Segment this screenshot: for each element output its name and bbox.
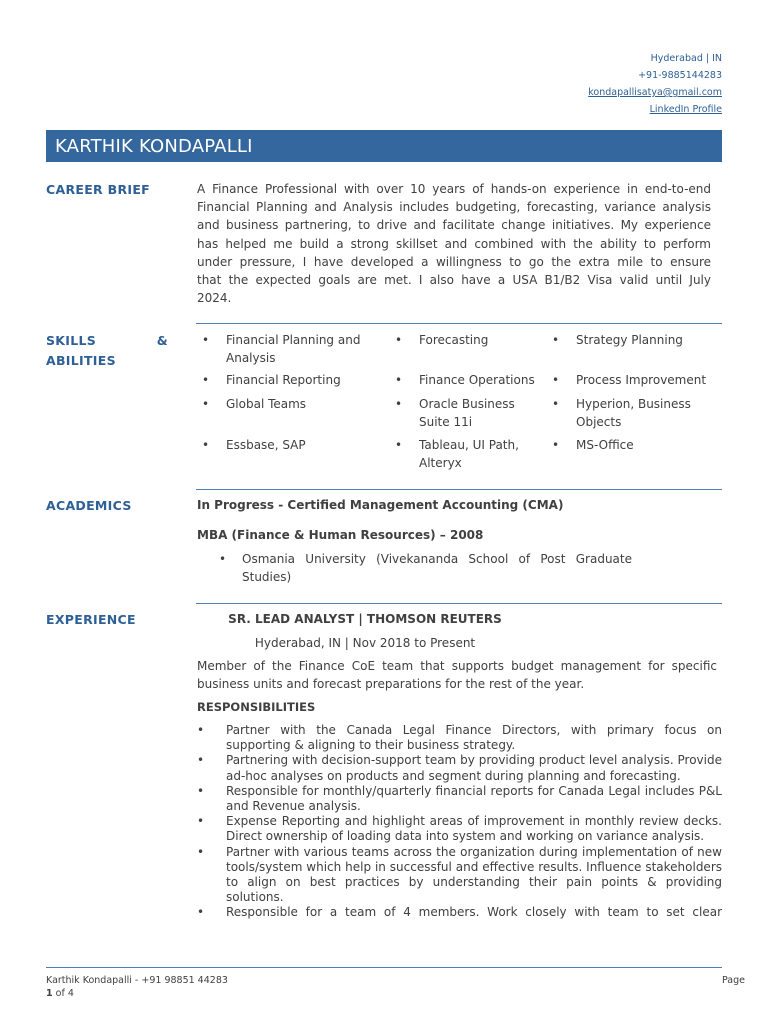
university-line: Studies) [242,570,292,584]
page-total: of 4 [55,988,74,999]
career-brief-text [197,180,711,307]
skill-item: Finance Operations [419,373,535,387]
career-line: under pressure, I have developed a willingness to go the extra mile to ensure [197,254,711,269]
bullet-dot: • [202,333,210,347]
skill-item: Process Improvement [576,373,707,387]
skill-item: Oracle Business Suite 11i [419,397,515,429]
career-line: Financial Planning and Analysis includes budgeting, forecasting, variance analysis [197,200,711,215]
footer-contact: Karthik Kondapalli - +91 98851 44283 [46,975,228,986]
skill-item: Hyperion, Business Objects [576,397,691,429]
skill-item: Global Teams [226,397,307,411]
bullet-dot: • [197,753,205,768]
skills-heading-word: SKILLS [46,333,97,348]
bullet-dot: • [202,438,210,452]
linkedin-link[interactable]: LinkedIn Profile [649,104,722,115]
responsibility-item [197,814,722,844]
bullet-dot: • [395,397,403,411]
academics-heading: ACADEMICS [46,498,132,513]
footer-page-label: Page [722,975,745,986]
bullet-dot: • [202,397,210,411]
bullet-dot: • [197,844,205,859]
summary-line: Member of the Finance CoE team that supports budget management for specific [197,659,717,673]
responsibilities-heading: RESPONSIBILITIES [197,700,316,714]
bullet-dot: • [552,333,560,347]
responsibility-text: Responsible for a team of 4 members. Work closely with team to set clear [226,905,722,920]
skill-item: Forecasting [419,333,489,347]
skill-item: Financial Reporting [226,373,341,387]
summary-line: business units and forecast preparations for the rest of the year. [197,677,585,692]
bullet-dot: • [197,814,205,829]
responsibility-text: Partner with various teams across the organization during implementation of new tools/system which help in successful and effective results. Influence stakeholders to align on best practices by understanding their pain points & providing solutions. [226,844,722,905]
responsibility-item [197,784,722,814]
bullet-dot: • [219,552,227,566]
phone-text: +91-9885144283 [638,70,722,81]
email-link[interactable]: kondapallisatya@gmail.com [588,87,722,98]
footer-divider [46,967,722,968]
section-divider [196,603,722,604]
bullet-dot: • [552,373,560,387]
responsibility-item [197,905,722,920]
skill-item: Strategy Planning [576,333,683,347]
responsibility-item [197,723,722,753]
job-title: SR. LEAD ANALYST | THOMSON REUTERS [228,612,502,626]
career-line: has helped me build a strong skillset and combined with the ability to perform [197,236,711,251]
skills-heading [46,333,168,348]
section-divider [196,489,722,490]
responsibility-item [197,845,722,906]
bullet-dot: • [395,373,403,387]
page-counter [46,988,74,999]
career-line: that the expected goals are met. I also have a USA B1/B2 Visa valid until July [197,273,711,288]
career-line: A Finance Professional with over 10 years of hands-on experience in end-to-end [197,182,711,196]
responsibility-text: Responsible for monthly/quarterly financial reports for Canada Legal includes P&L and Revenue analysis. [226,783,722,814]
skill-item: MS-Office [576,438,634,452]
job-location-dates: Hyderabad, IN | Nov 2018 to Present [254,636,476,650]
section-divider [196,323,722,324]
responsibility-text: Expense Reporting and highlight areas of improvement in monthly review decks. Direct ownership of loading data into system and working on variance analysis. [226,814,722,844]
page-number: 1 [46,988,53,999]
skill-item: Tableau, UI Path, Alteryx [419,438,519,470]
responsibility-item [197,753,722,783]
job-summary [197,657,717,693]
bullet-dot: • [197,905,205,920]
cma-status: In Progress - Certified Management Accounting (CMA) [197,498,564,512]
skills-heading-amp: & [156,333,168,348]
career-brief-heading: CAREER BRIEF [46,182,151,197]
mba-degree: MBA (Finance & Human Resources) – 2008 [197,528,484,542]
university-line: Osmania University (Vivekananda School of Post Graduate [242,552,632,566]
skill-item: Essbase, SAP [226,438,306,452]
bullet-dot: • [197,723,205,737]
bullet-dot: • [197,783,205,798]
responsibility-text: Partnering with decision-support team by providing product level analysis. Provide ad-hoc analyses on products and segment during planning and forecasting. [226,753,722,783]
bullet-dot: • [395,333,403,347]
skill-item: Financial Planning and Analysis [226,333,361,365]
responsibility-text: Partner with the Canada Legal Finance Directors, with primary focus on supporting & aligning to their business strategy. [226,723,722,753]
experience-heading: EXPERIENCE [46,612,136,627]
abilities-heading: ABILITIES [46,353,116,368]
bullet-dot: • [395,438,403,452]
contact-block [588,50,722,118]
candidate-name: KARTHIK KONDAPALLI [55,136,253,157]
bullet-dot: • [552,397,560,411]
career-line: 2024. [197,291,232,306]
bullet-dot: • [552,438,560,452]
location-text: Hyderabad | IN [650,53,722,64]
name-banner [46,130,722,162]
career-line: and business partnering, to drive and facilitate change initiatives. My experience [197,218,711,233]
bullet-dot: • [202,373,210,387]
responsibilities-list [197,723,722,921]
